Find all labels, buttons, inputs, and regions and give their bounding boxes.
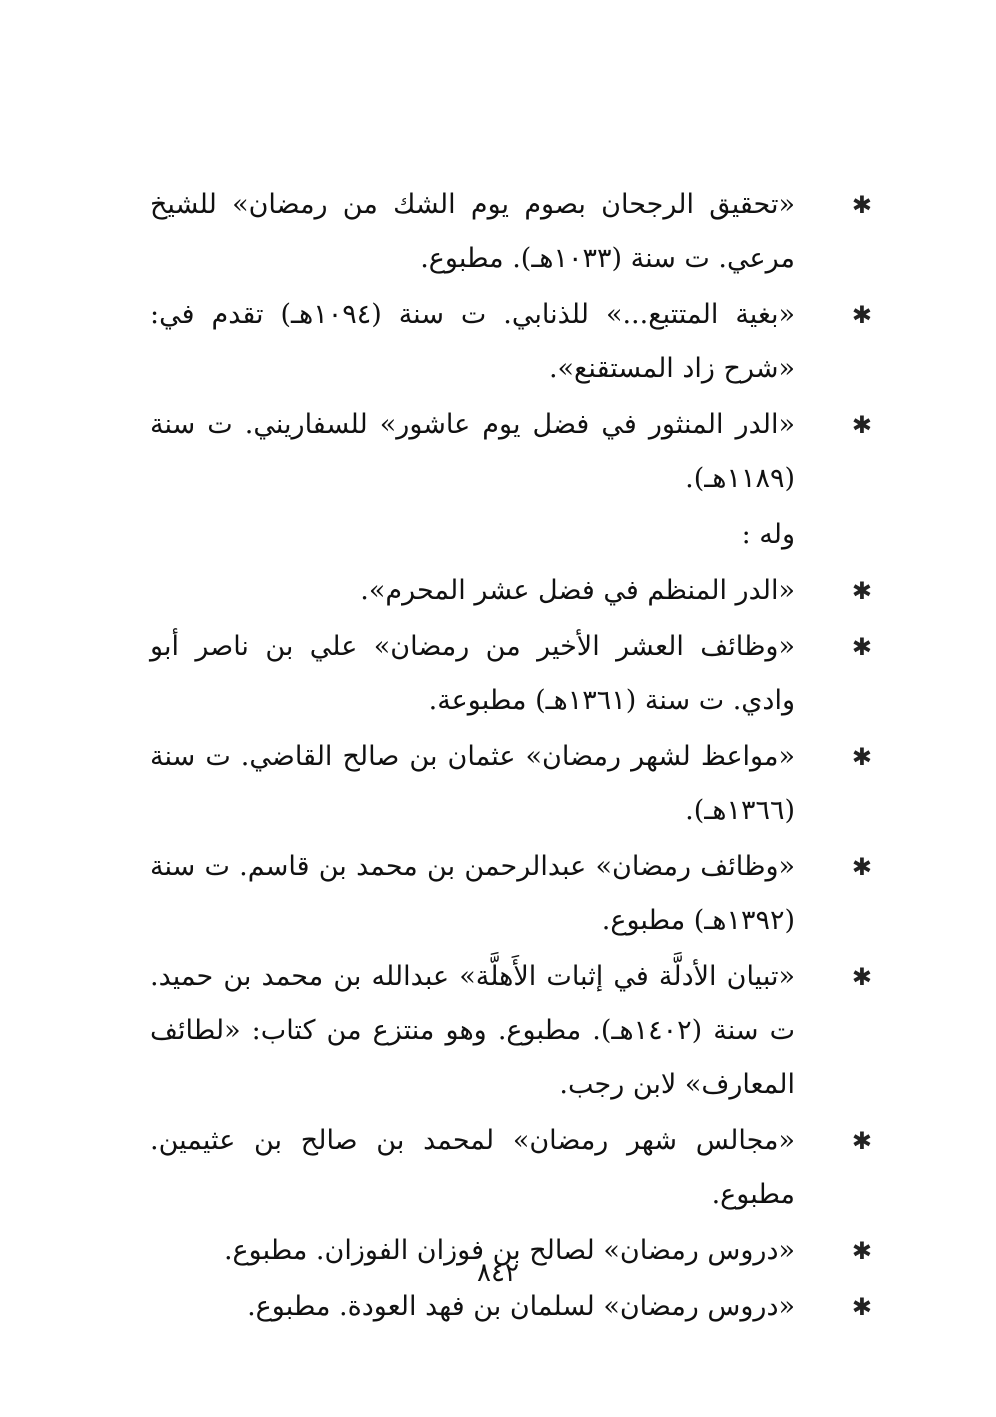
entries-group-2 — [150, 564, 880, 1334]
asterisk-bullet-icon: ✱ — [851, 743, 872, 771]
bibliography-entry — [150, 730, 880, 838]
bibliography-entry — [150, 178, 880, 286]
entry-text: «تبيان الأدلَّة في إثبات الأَهلَّة» عبدالله بن محمد بن حميد. ت سنة (١٤٠٢هـ). مطبوع. وهو منتزع من كتاب: «لطائف المعارف» لابن رجب. — [150, 961, 795, 1100]
entry-text: «دروس رمضان» لسلمان بن فهد العودة. مطبوع. — [247, 1291, 795, 1322]
entry-text: «وظائف رمضان» عبدالرحمن بن محمد بن قاسم. ت سنة (١٣٩٢هـ) مطبوع. — [150, 851, 795, 936]
asterisk-bullet-icon: ✱ — [851, 191, 872, 219]
bibliography-entry — [150, 620, 880, 728]
asterisk-bullet-icon: ✱ — [851, 853, 872, 881]
entry-text: «الدر المنثور في فضل يوم عاشور» للسفاريني. ت سنة (١١٨٩هـ). — [150, 409, 795, 494]
bibliography-entry — [150, 398, 880, 506]
bibliography-entry — [150, 288, 880, 396]
asterisk-bullet-icon: ✱ — [851, 301, 872, 329]
bibliography-entry — [150, 840, 880, 948]
note-text: وله : — [741, 519, 795, 550]
entry-text: «دروس رمضان» لصالح بن فوزان الفوزان. مطبوع. — [223, 1235, 795, 1266]
asterisk-bullet-icon: ✱ — [851, 963, 872, 991]
entry-text: «بغية المتتبع...» للذنابي. ت سنة (١٠٩٤هـ) تقدم في: «شرح زاد المستقنع». — [150, 299, 796, 384]
entries-group-1 — [150, 178, 880, 506]
entry-text: «الدر المنظم في فضل عشر المحرم». — [360, 575, 795, 606]
asterisk-bullet-icon: ✱ — [851, 577, 872, 605]
bibliography-entry — [150, 1114, 880, 1222]
asterisk-bullet-icon: ✱ — [851, 1293, 872, 1321]
page-number: ٨٤٢ — [477, 1258, 519, 1288]
entry-text: «تحقيق الرجحان بصوم يوم الشك من رمضان» للشيخ مرعي. ت سنة (١٠٣٣هـ). مطبوع. — [150, 189, 795, 274]
asterisk-bullet-icon: ✱ — [851, 1127, 872, 1155]
bibliography-list — [150, 178, 880, 1336]
bibliography-entry — [150, 950, 880, 1112]
asterisk-bullet-icon: ✱ — [851, 411, 872, 439]
bibliography-entry — [150, 1280, 880, 1334]
asterisk-bullet-icon: ✱ — [851, 1237, 872, 1265]
asterisk-bullet-icon: ✱ — [851, 633, 872, 661]
entry-text: «وظائف العشر الأخير من رمضان» علي بن ناصر أبو وادي. ت سنة (١٣٦١هـ) مطبوعة. — [150, 631, 795, 716]
entry-text: «مواعظ لشهر رمضان» عثمان بن صالح القاضي. ت سنة (١٣٦٦هـ). — [150, 741, 795, 826]
bibliography-entry — [150, 564, 880, 618]
entry-text: «مجالس شهر رمضان» لمحمد بن صالح بن عثيمين. مطبوع. — [150, 1125, 795, 1210]
